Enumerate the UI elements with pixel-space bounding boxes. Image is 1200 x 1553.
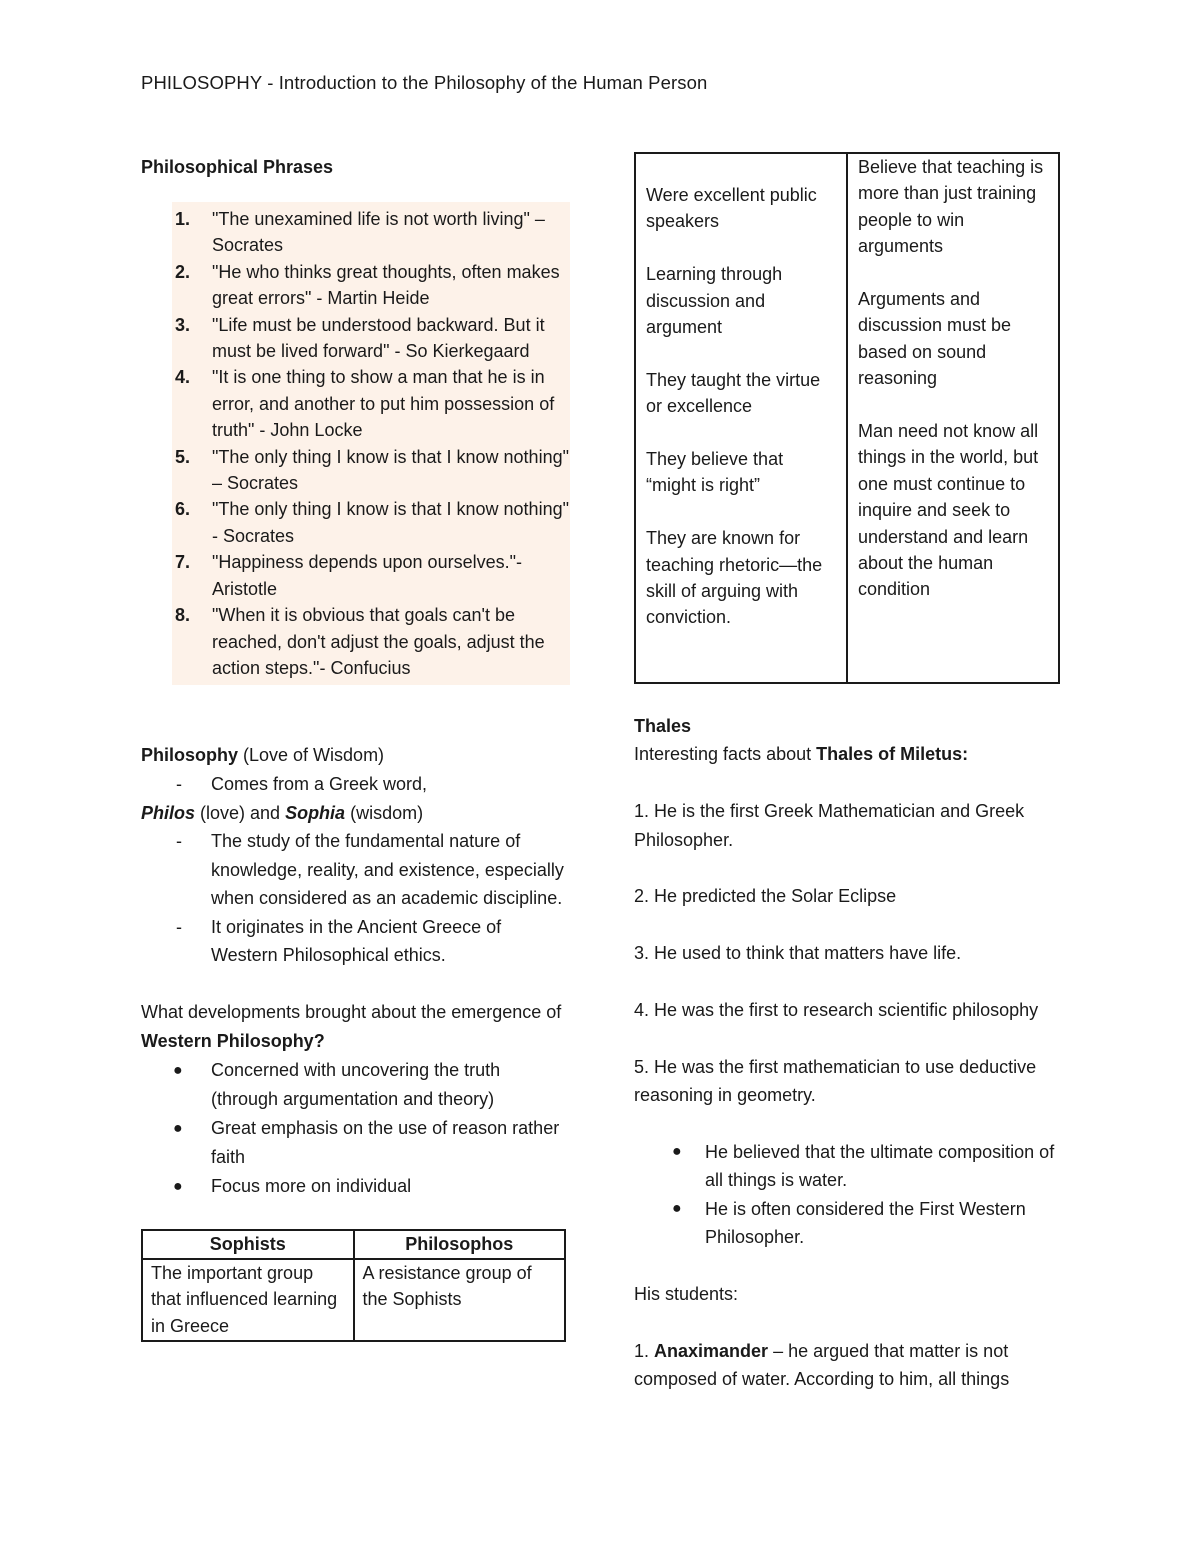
philosophy-term: Philosophy (141, 745, 239, 766)
quote-number: 1. (175, 209, 191, 229)
philosophy-list (141, 827, 571, 970)
table-header: Sophists (142, 1230, 354, 1259)
right-column (634, 152, 1064, 1394)
thales-intro (634, 740, 1064, 768)
quote-item (172, 549, 570, 602)
list-item (141, 1114, 571, 1172)
students-label: His students: (634, 1284, 739, 1305)
fact-item: 5. He was the first mathematician to use deductive reasoning in geometry. (634, 1056, 1037, 1106)
fact-item: 4. He was the first to research scientific philosophy (634, 1000, 1039, 1020)
list-item-text: Great emphasis on the use of reason rather faith (211, 1118, 560, 1168)
table-header-row (142, 1230, 565, 1259)
philosophy-gloss: (Love of Wisdom) (238, 745, 385, 766)
dash-marker: - (176, 916, 182, 937)
list-item-text: Focus more on individual (211, 1176, 412, 1197)
philosophy-section (141, 741, 571, 970)
quote-text: "When it is obvious that goals can't be reached, don't adjust the goals, adjust the action steps."- Confucius (212, 605, 545, 678)
developments-section (141, 998, 571, 1201)
trait-text: Believe that teaching is more than just training people to win arguments (858, 157, 1044, 257)
question-emphasis: Western Philosophy? (141, 1031, 325, 1052)
thales-title: Thales (634, 716, 692, 736)
list-item-text: He is often considered the First Western Philosopher. (705, 1198, 1026, 1248)
dash-marker: - (176, 831, 182, 852)
list-item (141, 770, 571, 799)
bullet-icon: ● (173, 1178, 183, 1196)
philos-term: Philos (141, 802, 196, 823)
student-item (634, 1337, 1064, 1394)
quote-item (172, 206, 570, 259)
quote-item (172, 444, 570, 497)
table-cell: A resistance group of the Sophists (354, 1259, 566, 1341)
quote-item (172, 496, 570, 549)
fact-item: 2. He predicted the Solar Eclipse (634, 886, 897, 907)
quote-text: "The only thing I know is that I know nothing" - Socrates (212, 499, 569, 546)
student-name: Anaximander (654, 1340, 769, 1361)
trait-text: They taught the virtue or excellence (646, 369, 821, 417)
quote-number: 2. (175, 261, 191, 282)
quote-list (172, 206, 570, 681)
bullet-icon: ● (173, 1120, 183, 1138)
thales-beliefs-list (634, 1138, 1064, 1252)
developments-list (141, 1056, 571, 1201)
quote-number: 5. (175, 446, 191, 467)
thales-section (634, 712, 1064, 1394)
sophists-traits-cell (635, 153, 847, 683)
list-item (141, 827, 571, 913)
student-number: 1. (634, 1340, 655, 1361)
trait-text: Were excellent public speakers (646, 185, 817, 232)
sophists-philosophos-table (141, 1229, 566, 1342)
sophia-term: Sophia (285, 802, 346, 823)
trait-text: Man need not know all things in the world, but one must continue to inquire and seek to understand and learn about the human condition (858, 421, 1039, 600)
fact-item: 3. He used to think that matters have life. (634, 943, 962, 964)
comparison-table (634, 152, 1060, 684)
table-cell: The important group that influenced learning in Greece (142, 1259, 354, 1341)
phrases-title: Philosophical Phrases (141, 157, 334, 177)
list-item-text: He believed that the ultimate composition of all things is water. (705, 1142, 1055, 1191)
table-header: Philosophos (354, 1230, 566, 1259)
quote-number: 6. (175, 499, 191, 520)
list-item (141, 1172, 571, 1201)
left-column (141, 154, 571, 1342)
etymology-text: (wisdom) (345, 802, 424, 823)
trait-text: Learning through discussion and argument (646, 264, 783, 338)
philosophy-heading (141, 741, 571, 770)
quote-number: 3. (175, 314, 191, 335)
list-item-text: It originates in the Ancient Greece of Western Philosophical ethics. (211, 916, 502, 966)
bullet-icon: ● (672, 1199, 682, 1217)
quote-text: "Happiness depends upon ourselves."- Aristotle (212, 552, 522, 599)
etymology-line (141, 799, 571, 828)
list-item-text: The study of the fundamental nature of knowledge, reality, and existence, especially when considered as an academic discipline. (211, 831, 564, 909)
quote-item (172, 602, 570, 681)
etymology-text: (love) and (195, 802, 286, 823)
quote-text: "The unexamined life is not worth living" – Socrates (212, 209, 545, 256)
trait-text: They are known for teaching rhetoric—the skill of arguing with conviction. (646, 528, 823, 628)
developments-question (141, 998, 571, 1056)
quote-item (172, 312, 570, 365)
student-description: – he argued that matter is not composed of water. According to him, all things (634, 1340, 1010, 1390)
trait-text: Arguments and discussion must be based on sound reasoning (858, 289, 1012, 389)
trait-text: They believe that “might is right” (646, 449, 784, 496)
quotes-box (172, 202, 570, 685)
quote-text: "Life must be understood backward. But it must be lived forward" - So Kierkegaard (212, 314, 545, 362)
list-item-text: Comes from a Greek word, (211, 773, 428, 794)
philosophos-traits-cell (847, 153, 1059, 683)
quote-item (172, 364, 570, 443)
quote-number: 8. (175, 605, 191, 626)
list-item-text: Concerned with uncovering the truth (through argumentation and theory) (211, 1060, 501, 1110)
intro-emphasis: Thales of Miletus: (816, 744, 969, 765)
document-header: PHILOSOPHY - Introduction to the Philosophy of the Human Person (141, 72, 708, 93)
philosophy-list (141, 770, 571, 799)
quote-text: "He who thinks great thoughts, often makes great errors" - Martin Heide (212, 261, 560, 309)
list-item (141, 1056, 571, 1114)
quote-number: 7. (175, 552, 191, 573)
fact-item: 1. He is the first Greek Mathematician and Greek Philosopher. (634, 801, 1025, 850)
quote-text: "It is one thing to show a man that he is in error, and another to put him possession of truth" - John Locke (212, 367, 555, 441)
list-item (634, 1138, 1064, 1195)
table-row (142, 1259, 565, 1341)
quote-text: "The only thing I know is that I know nothing" – Socrates (212, 446, 569, 494)
bullet-icon: ● (173, 1062, 183, 1080)
bullet-icon: ● (672, 1143, 682, 1160)
dash-marker: - (176, 773, 182, 794)
intro-text: Interesting facts about (634, 744, 817, 765)
list-item (634, 1195, 1064, 1252)
question-text: What developments brought about the emergence of (141, 1002, 562, 1023)
quote-item (172, 259, 570, 312)
table-row (635, 153, 1059, 683)
list-item (141, 913, 571, 970)
quote-number: 4. (175, 367, 191, 388)
